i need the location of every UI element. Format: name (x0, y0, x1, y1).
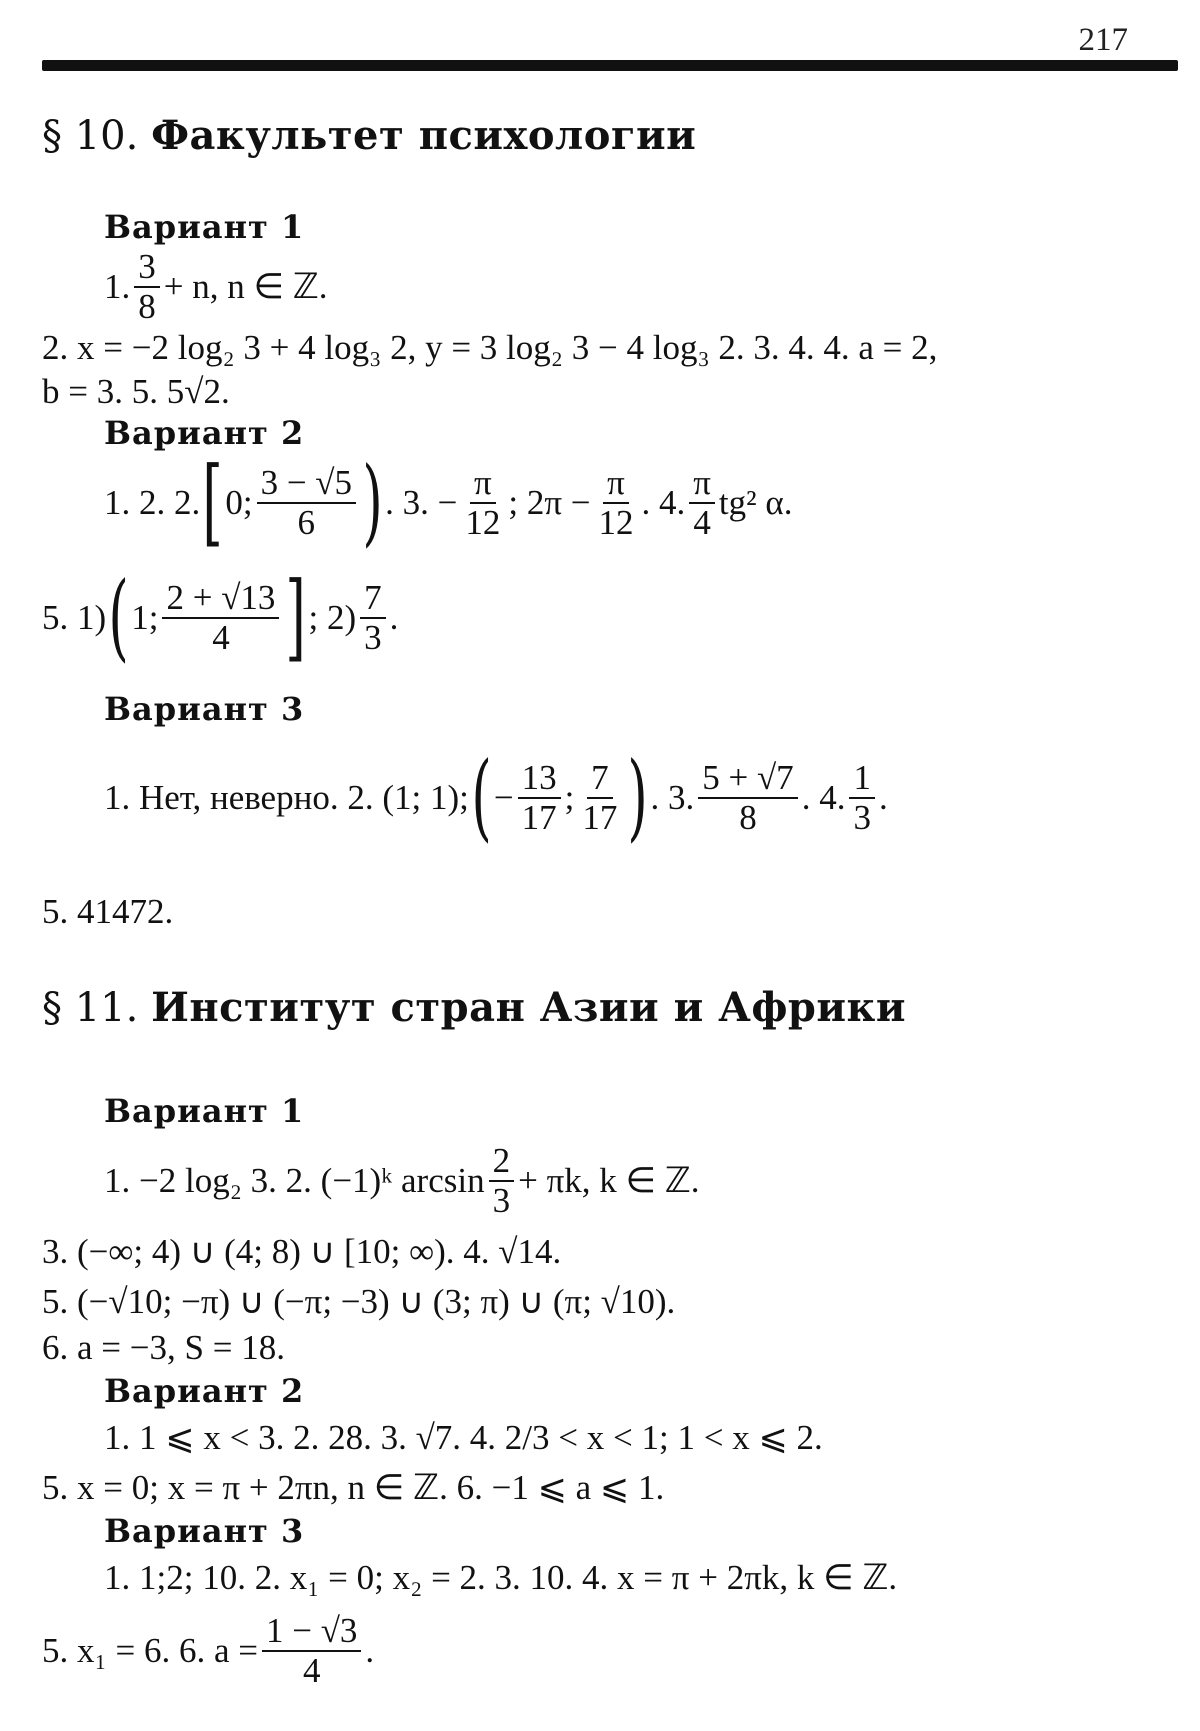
answer-text: . 4. (801, 777, 846, 817)
answer-line: 6. a = −3, S = 18. (42, 1328, 285, 1367)
fraction (134, 248, 160, 326)
fraction (262, 1612, 361, 1690)
answer-text: 0; (225, 482, 253, 522)
fraction (489, 1142, 515, 1220)
fraction (360, 579, 386, 657)
fraction-numerator: 3 − √5 (257, 464, 356, 504)
left-paren: ( (108, 562, 129, 672)
fraction (461, 464, 504, 542)
answer-text: 1. 2. 2. (104, 482, 201, 522)
answer-line (42, 562, 399, 672)
fraction-denominator: 4 (302, 1651, 321, 1690)
variant-heading: Вариант 1 (104, 1092, 305, 1130)
answer-text: . 3. (650, 777, 695, 817)
fraction (257, 464, 356, 542)
section-title: Факультет психологии (151, 112, 697, 159)
fraction-denominator: 12 (465, 502, 501, 542)
answer-text: + n, n ∈ ℤ. (163, 267, 328, 306)
answer-text: ; 2π − (508, 482, 591, 522)
answer-line (42, 1612, 374, 1690)
answer-line: 5. x = 0; x = π + 2πn, n ∈ ℤ. 6. −1 ⩽ a ⩽ 1. (42, 1468, 665, 1507)
variant-heading: Вариант 3 (104, 690, 305, 728)
answer-text: . (365, 1631, 375, 1670)
fraction-numerator: 7 (587, 759, 613, 799)
answer-line: b = 3. 5. 5√2. (42, 372, 230, 411)
answer-line: 3. (−∞; 4) ∪ (4; 8) ∪ [10; ∞). 4. √14. (42, 1232, 562, 1271)
answer-line (104, 1142, 700, 1220)
page-number: 217 (1078, 22, 1128, 58)
fraction (698, 759, 797, 837)
answer-text: ; 2) (308, 597, 357, 637)
fraction-denominator: 12 (598, 502, 634, 542)
fraction (594, 464, 637, 542)
fraction (162, 579, 279, 657)
fraction-denominator: 4 (212, 617, 230, 657)
right-paren: ) (362, 447, 383, 557)
header-rule (42, 60, 1178, 71)
fraction-numerator: 5 + √7 (698, 759, 797, 799)
answer-line (104, 742, 888, 852)
fraction-denominator: 8 (739, 797, 757, 837)
fraction-numerator: π (689, 464, 715, 504)
fraction-numerator: π (603, 464, 629, 504)
answer-line (104, 447, 793, 557)
fraction-denominator: 6 (297, 502, 316, 542)
answer-text: 5. x₁ = 6. 6. a = (42, 1631, 258, 1670)
fraction-numerator: 7 (360, 579, 386, 619)
section-title: Институт стран Азии и Африки (151, 984, 907, 1031)
fraction-denominator: 8 (138, 287, 156, 326)
answer-line: 1. 1;2; 10. 2. x₁ = 0; x₂ = 2. 3. 10. 4. x = π + 2πk, k ∈ ℤ. (104, 1558, 898, 1597)
answer-line: 1. 1 ⩽ x < 3. 2. 28. 3. √7. 4. 2/3 < x < 1; 1 < x ⩽ 2. (104, 1418, 823, 1457)
section-heading (42, 112, 696, 159)
fraction-numerator: 1 (849, 759, 875, 799)
fraction-denominator: 4 (693, 502, 711, 542)
answer-text: . 4. (641, 482, 686, 522)
fraction (518, 759, 561, 837)
fraction-numerator: π (470, 464, 496, 504)
answer-text: . (878, 777, 888, 817)
section-number: 11. (74, 985, 139, 1031)
fraction-denominator: 3 (492, 1181, 511, 1220)
right-paren: ) (627, 742, 649, 852)
right-bracket: ] (285, 562, 307, 672)
section-sign: § (42, 985, 62, 1031)
answer-line (104, 248, 328, 326)
left-bracket: [ (202, 447, 223, 557)
variant-heading: Вариант 1 (104, 208, 305, 246)
fraction-denominator: 3 (853, 797, 871, 837)
answer-text: . (389, 597, 399, 637)
fraction (849, 759, 875, 837)
fraction-denominator: 17 (582, 797, 618, 837)
variant-heading: Вариант 2 (104, 1372, 305, 1410)
answer-text: − (493, 777, 514, 817)
answer-text: 5. 1) (42, 597, 107, 637)
left-paren: ( (471, 742, 492, 852)
answer-text: 1; (131, 597, 159, 637)
answer-line: 2. x = −2 log₂ 3 + 4 log₃ 2, y = 3 log₂ 3 − 4 log₃ 2. 3. 4. 4. a = 2, (42, 328, 938, 367)
answer-text: tg² α. (718, 482, 793, 522)
answer-text: ; (564, 777, 575, 817)
fraction-numerator: 2 + √13 (162, 579, 279, 619)
variant-heading: Вариант 2 (104, 414, 305, 452)
section-sign: § (42, 113, 62, 159)
fraction-denominator: 3 (364, 617, 382, 657)
answer-text: . 3. − (385, 482, 458, 522)
section-heading (42, 984, 906, 1031)
fraction (689, 464, 715, 542)
variant-heading: Вариант 3 (104, 1512, 305, 1550)
fraction (578, 759, 621, 837)
answer-line: 5. (−√10; −π) ∪ (−π; −3) ∪ (3; π) ∪ (π; √10). (42, 1282, 676, 1321)
fraction-numerator: 2 (489, 1142, 515, 1182)
answer-text: 1. (104, 267, 131, 306)
answer-text: 1. −2 log₂ 3. 2. (−1)ᵏ arcsin (104, 1161, 485, 1200)
answer-text: + πk, k ∈ ℤ. (518, 1161, 700, 1200)
answer-line: 5. 41472. (42, 892, 174, 931)
fraction-denominator: 17 (521, 797, 557, 837)
section-number: 10. (74, 113, 139, 159)
fraction-numerator: 13 (518, 759, 561, 799)
fraction-numerator: 1 − √3 (262, 1612, 361, 1652)
answer-text: 1. Нет, неверно. 2. (1; 1); (104, 777, 469, 817)
fraction-numerator: 3 (134, 248, 160, 288)
